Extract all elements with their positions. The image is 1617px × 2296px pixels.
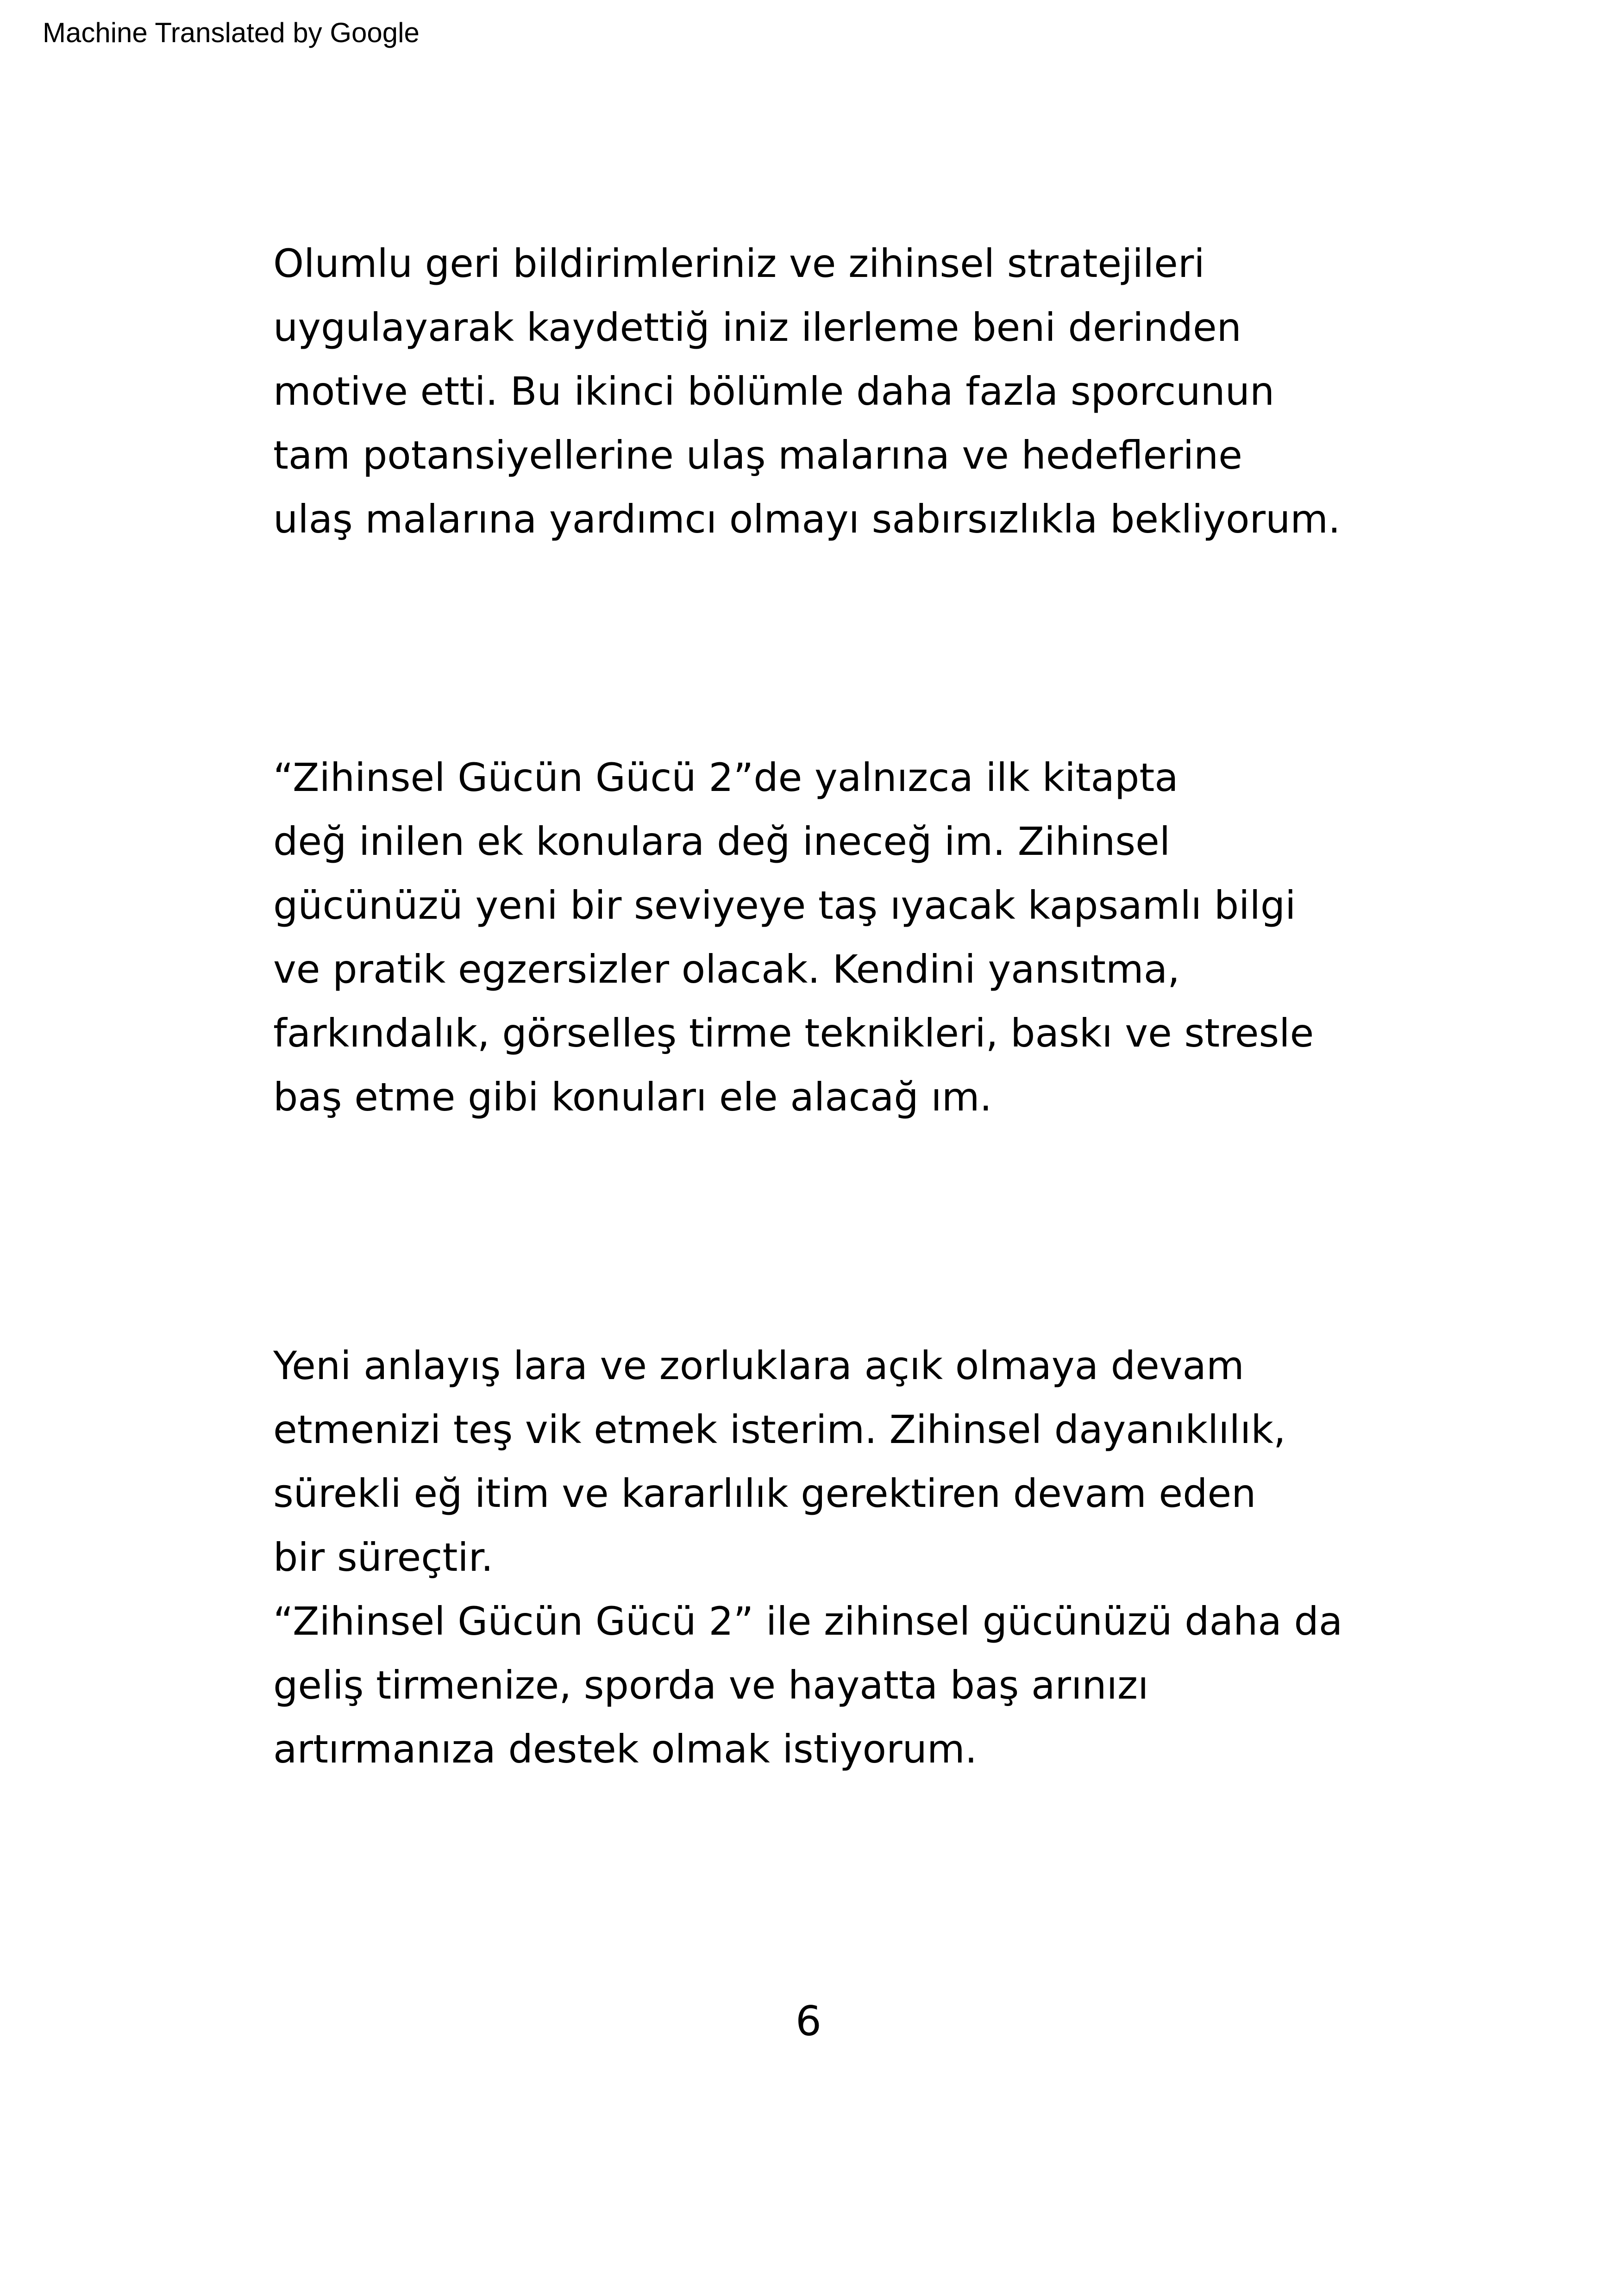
machine-translation-banner: Machine Translated by Google [43,17,420,48]
paragraph-line: “Zihinsel Gücün Gücü 2”de yalnızca ilk kitapta [273,755,1178,800]
paragraph-line: bir süreçtir. [273,1535,494,1580]
paragraph-line: geliş tirmenize, sporda ve hayatta baş arınızı [273,1662,1149,1708]
paragraph-line: Yeni anlayış lara ve zorluklara açık olmaya devam [273,1343,1244,1388]
paragraph-line: sürekli eğ itim ve kararlılık gerektiren devam eden [273,1471,1256,1516]
paragraph-line: ve pratik egzersizler olacak. Kendini yansıtma, [273,947,1180,992]
paragraph-3 [273,1334,1431,1781]
paragraph-line: değ inilen ek konulara değ ineceğ im. Zihinsel [273,819,1171,864]
paragraph-line: etmenizi teş vik etmek isterim. Zihinsel dayanıklılık, [273,1407,1286,1452]
paragraph-line: “Zihinsel Gücün Gücü 2” ile zihinsel gücünüzü daha da [273,1599,1343,1644]
paragraph-line: motive etti. Bu ikinci bölümle daha fazla sporcunun [273,369,1275,414]
paragraph-line: baş etme gibi konuları ele alacağ ım. [273,1074,992,1120]
paragraph-line: ulaş malarına yardımcı olmayı sabırsızlıkla bekliyorum. [273,496,1341,542]
paragraph-1 [273,232,1431,551]
page-number: 6 [796,1997,821,2045]
paragraph-line: gücünüzü yeni bir seviyeye taş ıyacak kapsamlı bilgi [273,883,1296,928]
paragraph-line: artırmanıza destek olmak istiyorum. [273,1726,978,1772]
paragraph-line: uygulayarak kaydettiğ iniz ilerleme beni derinden [273,305,1241,350]
paragraph-line: farkındalık, görselleş tirme teknikleri, baskı ve stresle [273,1010,1314,1056]
paragraph-2 [273,746,1431,1129]
paragraph-line: Olumlu geri bildirimleriniz ve zihinsel stratejileri [273,241,1205,286]
paragraph-line: tam potansiyellerine ulaş malarına ve hedeflerine [273,433,1242,478]
